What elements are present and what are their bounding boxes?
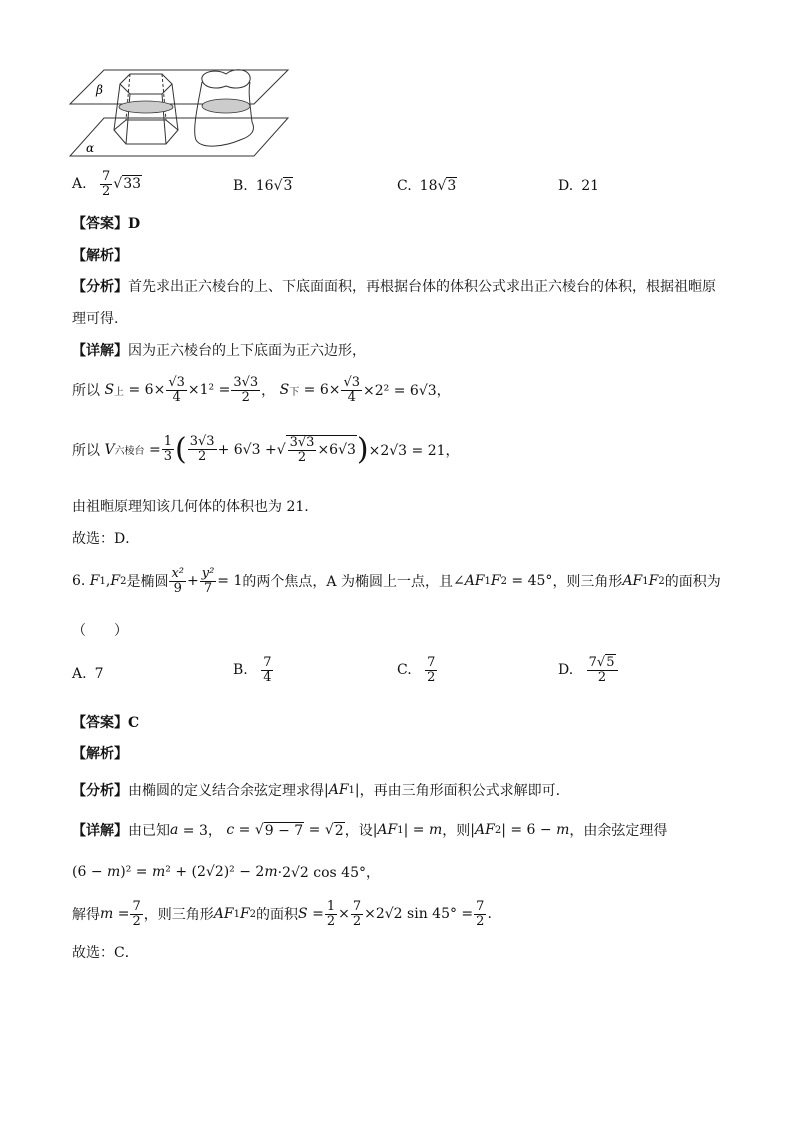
q6-blank: （ ） xyxy=(72,623,128,639)
q6-analysis-heading: 【解析】 xyxy=(72,746,128,762)
q6-cosine-equation: (6 − m )² = m ² + (2√2)² − 2 m ·2√2 cos 45°， xyxy=(72,864,380,881)
q5-choose: 故选：D． xyxy=(72,531,140,547)
q5-conclusion: 由祖暅原理知该几何体的体积也为 21. xyxy=(72,499,309,515)
q5-option-b: B. 16√3 xyxy=(233,178,293,194)
q6-stem: 6. F 1 , F 2 是椭圆 $\frac{\text{x²}}{9}$ + $\frac{\text{y²}}{7}$ = 1 的两个焦点，A 为椭圆上一点，且 ∠ AF 1 F 2 = 45° ，则三角形 AF 1 F 2 的面积为 xyxy=(72,566,721,596)
q5-xiangjie: 【详解】因为正六棱台的上下底面为正六边形， xyxy=(72,343,366,359)
fraction: $\frac{7}{2}$ xyxy=(102,169,111,199)
q6-fenxi: 【分析】 由椭圆的定义结合余弦定理求得 | AF 1 | ，再由三角形面积公式求解即可. xyxy=(72,782,561,799)
q6-option-a: A. 7 xyxy=(72,666,104,682)
q5-option-d: D. 21 xyxy=(558,178,600,194)
q5-area-formula: 所以 S 上 = 6× $\frac{√3}{4}$ ×1² = $\frac{3√3}{2}$ ， S 下 = 6× $\frac{√3}{4}$ ×2² = 6√3， xyxy=(72,375,451,405)
q5-fenxi-cont: 理可得. xyxy=(72,311,119,327)
frustum-figure xyxy=(66,64,296,160)
solid-cross-section xyxy=(202,99,250,113)
q5-analysis-heading: 【解析】 xyxy=(72,248,128,264)
q6-solve: 解得 m = $\frac{7}{2}$ ，则三角形 AF 1 F 2 的面积 S = $\frac{1}{2}$ × $\frac{7}{2}$ ×2√2 sin 45° = $\frac{7}{2}$ . xyxy=(72,899,492,929)
q6-option-c: C. $\frac{7}{2}$ xyxy=(397,655,436,685)
plane-alpha xyxy=(70,118,288,156)
q6-answer: 【答案】C xyxy=(72,715,140,731)
q5-option-a: A. $\frac{7}{2}$ √33 xyxy=(72,169,142,199)
q5-fenxi: 【分析】首先求出正六棱台的上、下底面面积，再根据台体的体积公式求出正六棱台的体积，根据祖暅原 xyxy=(72,279,716,295)
alpha-label: α xyxy=(86,141,95,155)
q5-volume-formula: 所以 V 六棱台 = $\frac{1}{3}$ ( $\frac{3√3}{2}$ + 6√3 + √ $\frac{3√3}{2}$ ×6√3 ) ×2√3 = 21， xyxy=(72,432,460,467)
q6-option-b: B. $\frac{7}{4}$ xyxy=(233,655,272,685)
q6-xiangjie: 【详解】 由已知 a = 3， c = √ 9 − 7 = √ 2 ，设 | AF 1 | = m ，则 | AF 2 | = 6 − m ，由余弦定理得 xyxy=(72,822,668,839)
q5-option-c: C. 18√3 xyxy=(397,178,457,194)
q6-choose: 故选：C． xyxy=(72,945,139,961)
beta-label: β xyxy=(96,83,103,97)
frustum-cross-section xyxy=(119,101,173,113)
q5-answer: 【答案】D xyxy=(72,216,141,232)
q6-option-d: D. $\frac{7√5}{2}$ xyxy=(558,656,619,684)
